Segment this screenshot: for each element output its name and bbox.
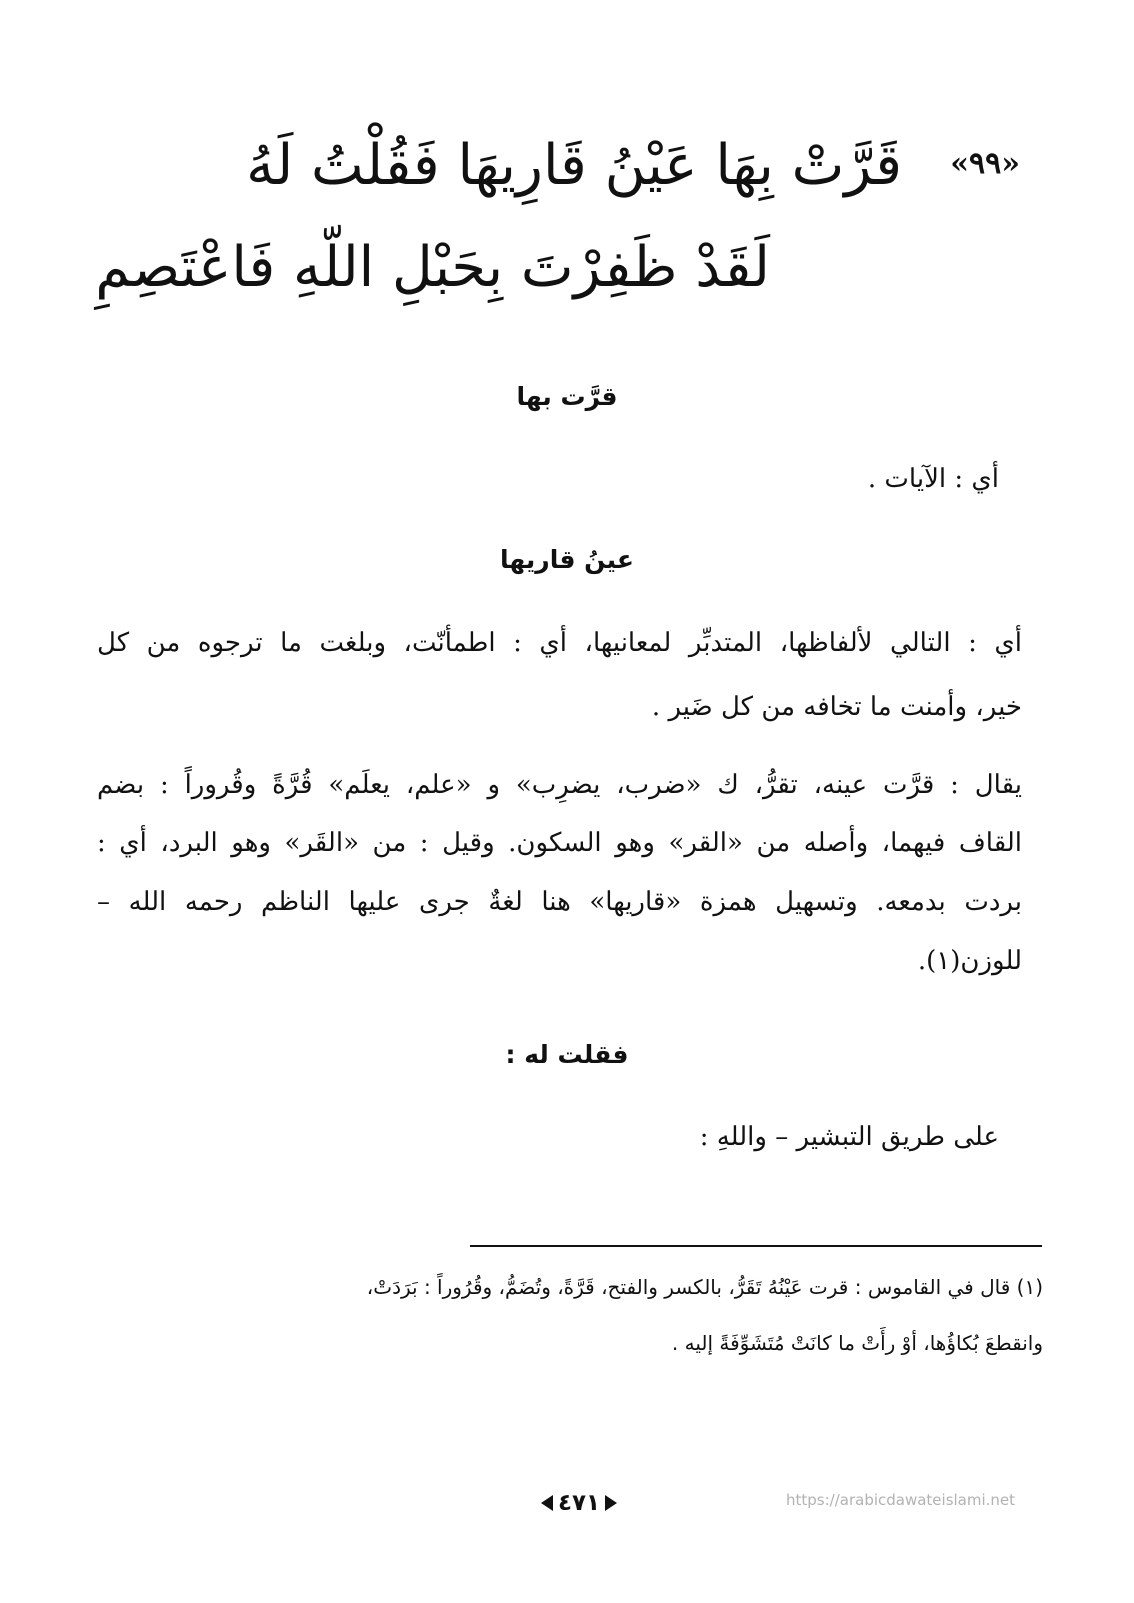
page-number-text: ٤٧١ (557, 1490, 601, 1516)
page-number (533, 1489, 625, 1517)
section-heading-3: فقلت له : (505, 1040, 629, 1069)
explanation-2-line-1: أي : التالي لألفاظها، المتدبِّر لمعانيها، أي : اطمأنّت، وبلغت ما ترجوه من كل (97, 628, 1022, 658)
verse-line-1: قَرَّتْ بِهَا عَيْنُ قَارِيهَا فَقُلْتُ لَهُ (246, 133, 902, 198)
page-ornament-right-icon (605, 1495, 617, 1511)
page-ornament-left-icon (541, 1495, 553, 1511)
section-heading-2: عينُ قاريها (500, 545, 634, 574)
explanation-3-line-1: يقال : قرَّت عينه، تقرُّ، ك «ضرب، يضرِب» و «علم، يعلَم» قُرَّةً وقُروراً : بضم (97, 770, 1022, 800)
explanation-1: أي : الآيات . (867, 464, 999, 494)
explanation-3-line-3: بردت بدمعه. وتسهيل همزة «قاريها» هنا لغةٌ جرى عليها الناظم رحمه الله – (97, 887, 1022, 917)
website-watermark: https://arabicdawateislami.net (786, 1491, 1016, 1509)
footnote-line-2: وانقطعَ بُكاؤُها، أوْ رأَتْ ما كانَتْ مُتَشَوِّفَةً إليه . (671, 1331, 1043, 1355)
explanation-4: على طريق التبشير – واللهِ : (699, 1122, 999, 1152)
footnote-divider (470, 1245, 1042, 1247)
footnote-line-1: (١) قال في القاموس : قرت عَيْنُهُ تَقَرُّ، بالكسر والفتح، قَرَّةً، وتُضَمُّ، وقُرُوراً : بَرَدَتْ، (366, 1275, 1043, 1299)
explanation-2-line-2: خير، وأمنت ما تخافه من كل ضَير . (651, 692, 1022, 722)
explanation-3-line-2: القاف فيهما، وأصله من «القر» وهو السكون. وقيل : من «القَر» وهو البرد، أي : (97, 828, 1022, 858)
section-heading-1: قرَّت بها (516, 382, 618, 411)
verse-line-2: لَقَدْ ظَفِرْتَ بِحَبْلِ اللّهِ فَاعْتَصِمِ (95, 235, 770, 300)
poem-verse (95, 118, 1020, 348)
verse-number: «٩٩» (950, 146, 1020, 181)
explanation-3-line-4: للوزن(١). (917, 946, 1022, 976)
